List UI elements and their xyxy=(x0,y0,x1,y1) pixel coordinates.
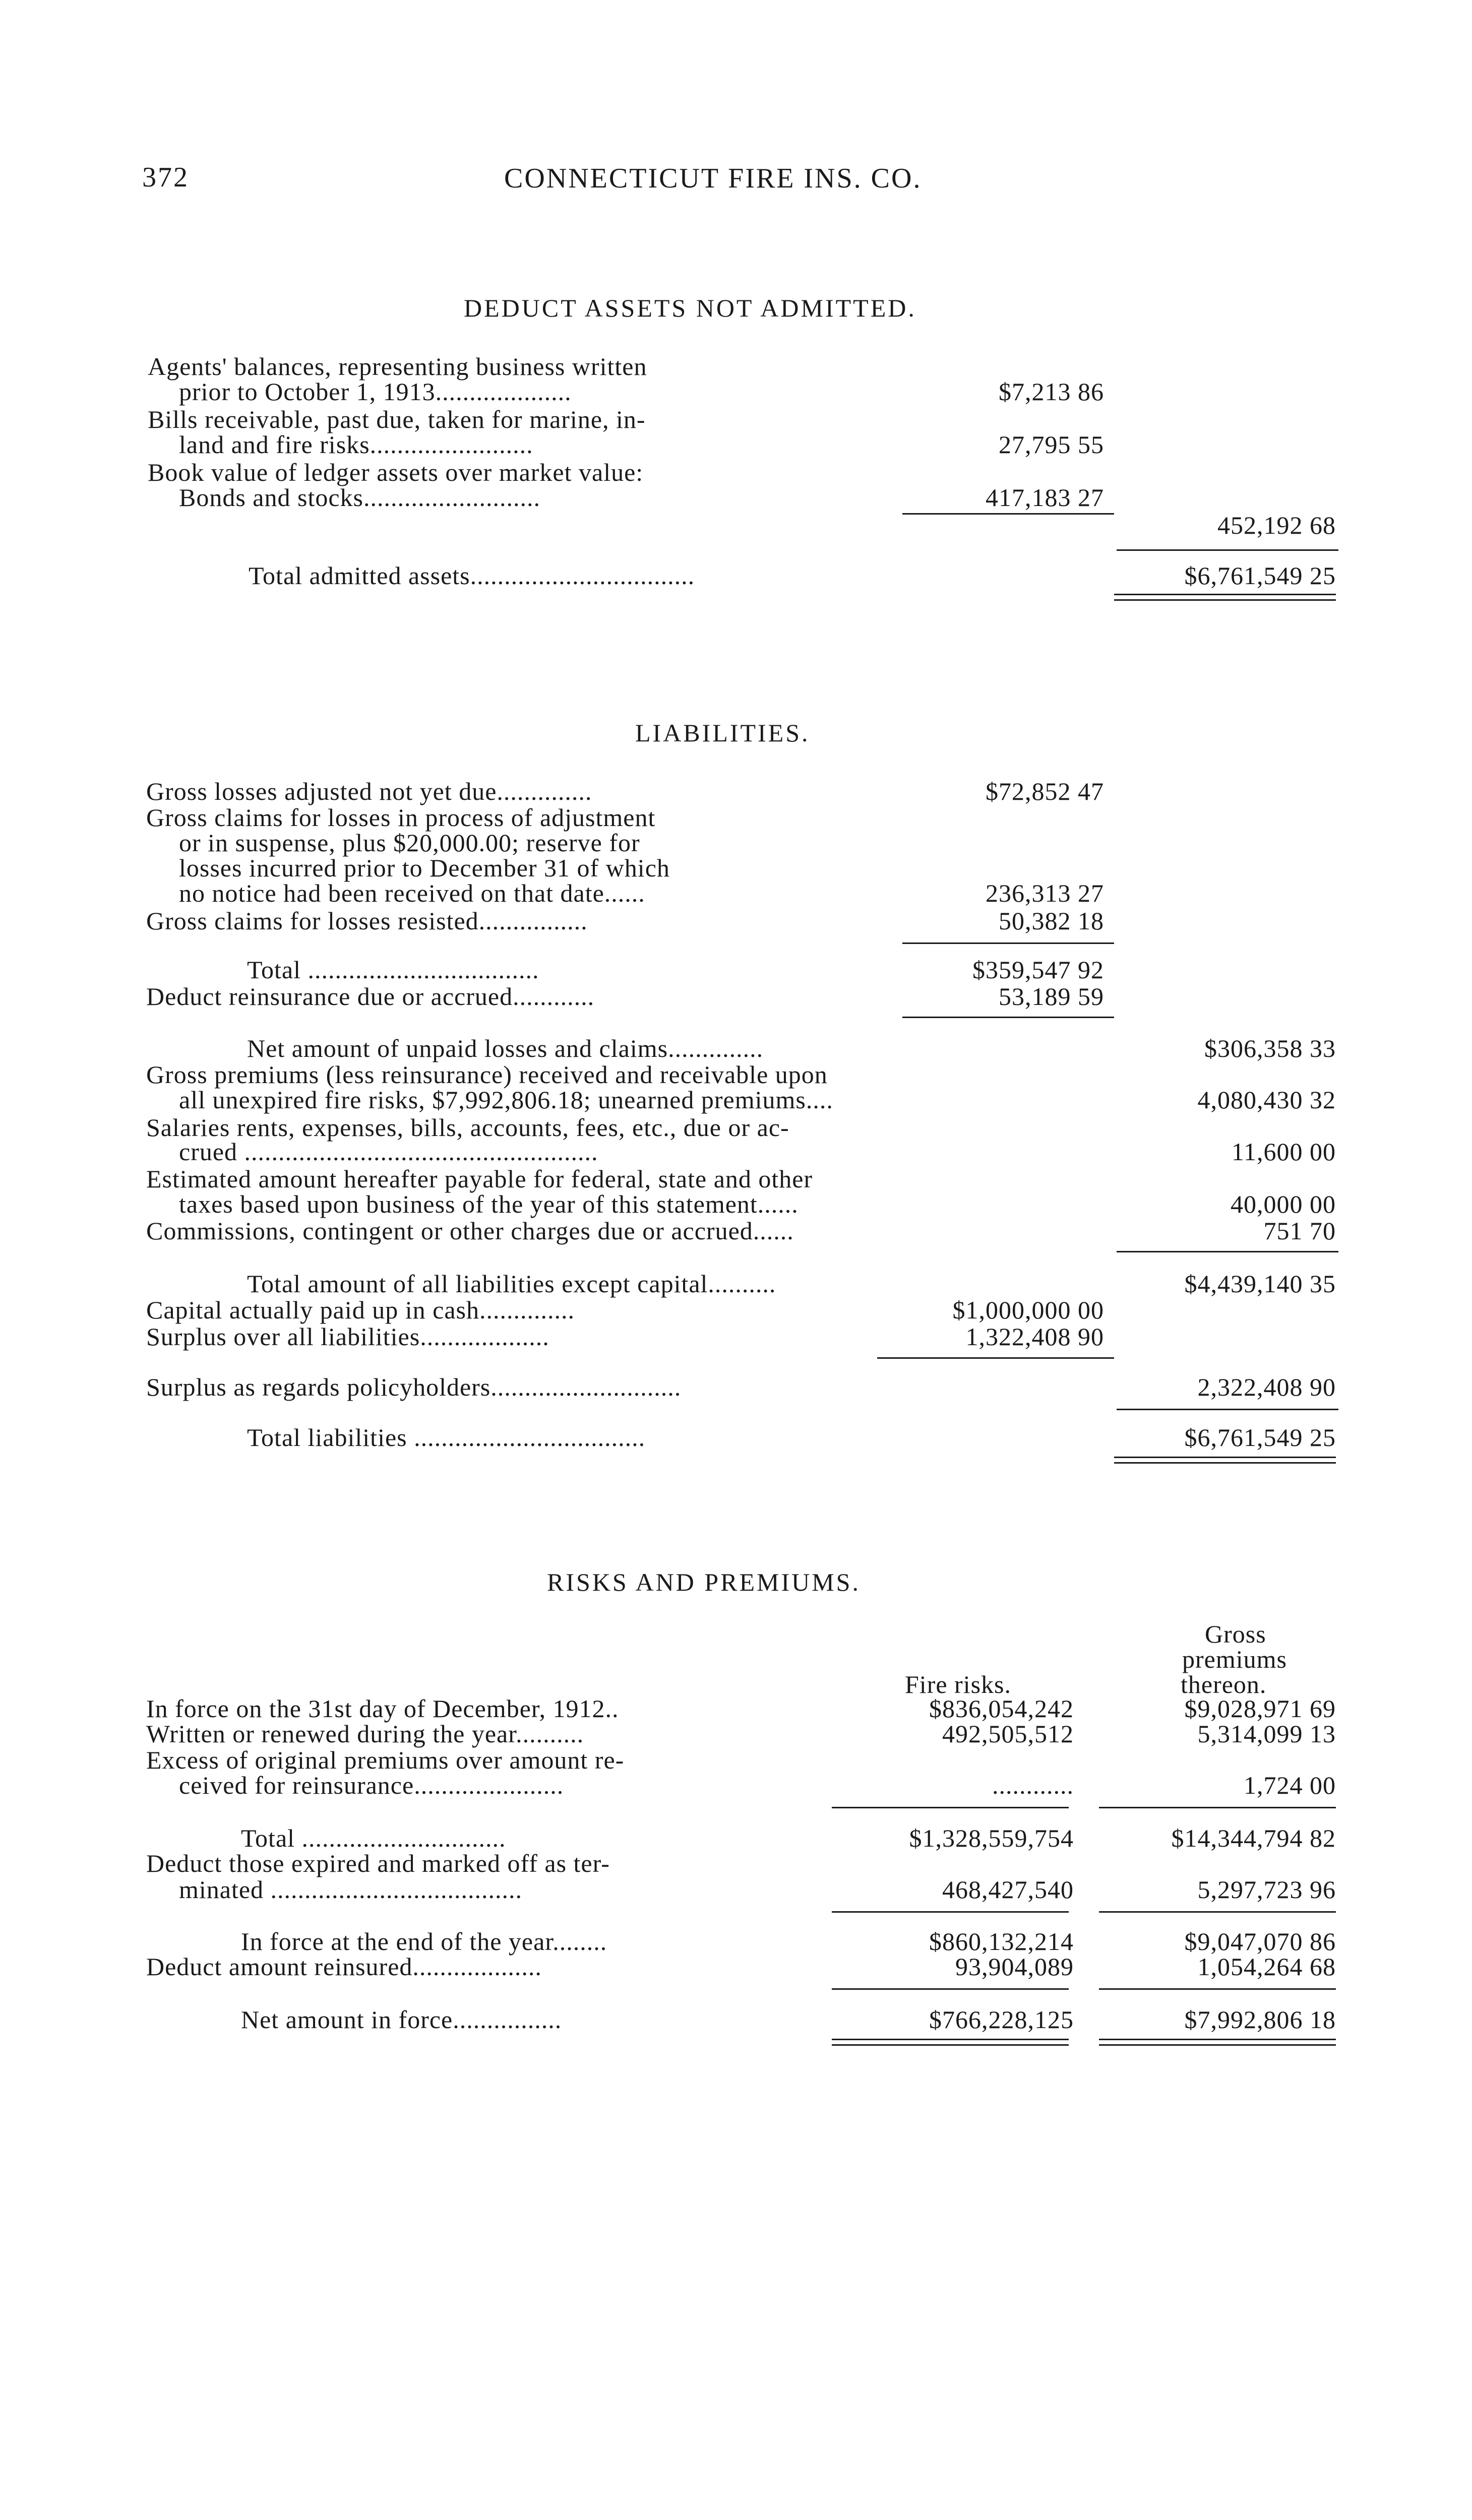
double-rule xyxy=(1114,1457,1336,1464)
double-rule xyxy=(1099,2039,1336,2046)
deduct-row-agents-line2: prior to October 1, 1913.................... xyxy=(179,377,572,406)
reinsurance-value: 53,189 59 xyxy=(999,982,1104,1011)
total-liabilities-except-capital-label: Total amount of all liabilities except capital.......... xyxy=(247,1270,776,1298)
column-gross-header-line2: premiums xyxy=(1182,1645,1287,1673)
losses-adjusted-value: $72,852 47 xyxy=(986,777,1104,805)
risks-row-written-label: Written or renewed during the year.......... xyxy=(146,1720,584,1748)
section-title-deduct: DEDUCT ASSETS NOT ADMITTED. xyxy=(464,294,916,322)
risks-row-written-fire: 492,505,512 xyxy=(942,1720,1074,1748)
salaries-value: 11,600 00 xyxy=(1231,1138,1336,1166)
salaries-line2: crued .................................................... xyxy=(179,1138,598,1166)
rule xyxy=(1117,1251,1338,1252)
page-number: 372 xyxy=(142,162,189,193)
claims-resisted-value: 50,382 18 xyxy=(999,907,1104,935)
deduct-row-agents-line1: Agents' balances, representing business written xyxy=(148,352,647,381)
rule xyxy=(1099,1807,1336,1808)
total-admitted-value: $6,761,549 25 xyxy=(1184,561,1336,590)
risks-total-label: Total .............................. xyxy=(241,1824,506,1852)
salaries-line1: Salaries rents, expenses, bills, accounts, fees, etc., due or ac- xyxy=(146,1113,789,1142)
total-admitted-label: Total admitted assets................................. xyxy=(249,561,695,590)
deduct-row-book-line1: Book value of ledger assets over market value: xyxy=(148,458,644,486)
gross-premiums-line2: all unexpired fire risks, $7,992,806.18; unearned premiums.... xyxy=(179,1086,833,1114)
deduct-row-agents-value: $7,213 86 xyxy=(999,377,1104,406)
risks-expired-fire: 468,427,540 xyxy=(942,1875,1074,1904)
risks-row-excess-fire: ............ xyxy=(992,1771,1074,1799)
rule xyxy=(902,513,1114,515)
rule xyxy=(1099,1988,1336,1990)
risks-net-fire: $766,228,125 xyxy=(929,2005,1074,2034)
rule xyxy=(1117,549,1338,551)
claims-process-value: 236,313 27 xyxy=(986,879,1104,907)
risks-expired-line2: minated ..................................... xyxy=(179,1875,523,1904)
risks-row-excess-line2: ceived for reinsurance...................... xyxy=(179,1771,564,1799)
gross-premiums-line1: Gross premiums (less reinsurance) received and receivable upon xyxy=(146,1060,828,1089)
risks-reinsured-premium: 1,054,264 68 xyxy=(1197,1952,1336,1981)
reinsurance-label: Deduct reinsurance due or accrued............ xyxy=(146,982,595,1011)
column-gross-header-line3: thereon. xyxy=(1181,1670,1267,1698)
net-unpaid-label: Net amount of unpaid losses and claims.............. xyxy=(247,1034,764,1062)
taxes-line1: Estimated amount hereafter payable for federal, state and other xyxy=(146,1165,813,1193)
risks-total-premium: $14,344,794 82 xyxy=(1171,1824,1336,1852)
risks-reinsured-fire: 93,904,089 xyxy=(955,1952,1074,1981)
taxes-value: 40,000 00 xyxy=(1231,1190,1336,1218)
section-title-risks: RISKS AND PREMIUMS. xyxy=(547,1568,861,1596)
risks-inforce-end-premium: $9,047,070 86 xyxy=(1184,1927,1336,1956)
risks-net-label: Net amount in force................ xyxy=(241,2005,562,2034)
double-rule xyxy=(832,2039,1069,2046)
risks-row-excess-line1: Excess of original premiums over amount re- xyxy=(146,1746,625,1774)
claims-process-line4: no notice had been received on that date...... xyxy=(179,879,645,907)
total-liabilities-label: Total liabilities .................................. xyxy=(247,1423,646,1452)
claims-process-line2: or in suspense, plus $20,000.00; reserve for xyxy=(179,829,640,857)
rule xyxy=(832,1988,1069,1990)
rule xyxy=(877,1357,1114,1359)
deduct-subtotal: 452,192 68 xyxy=(1217,511,1336,539)
rule xyxy=(902,1017,1114,1018)
risks-inforce-end-fire: $860,132,214 xyxy=(929,1927,1074,1956)
surplus-regards-label: Surplus as regards policyholders............................ xyxy=(146,1373,682,1401)
rule xyxy=(832,1911,1069,1913)
risks-row-inforce-1912-label: In force on the 31st day of December, 1912.. xyxy=(146,1694,619,1723)
losses-total-value: $359,547 92 xyxy=(972,956,1104,984)
risks-total-fire: $1,328,559,754 xyxy=(909,1824,1074,1852)
surplus-regards-value: 2,322,408 90 xyxy=(1197,1373,1336,1401)
deduct-row-bills-line2: land and fire risks........................ xyxy=(179,430,533,459)
surplus-value: 1,322,408 90 xyxy=(965,1322,1104,1351)
claims-process-line1: Gross claims for losses in process of adjustment xyxy=(146,803,656,832)
total-liabilities-value: $6,761,549 25 xyxy=(1184,1423,1336,1452)
risks-inforce-end-label: In force at the end of the year........ xyxy=(241,1927,607,1956)
rule xyxy=(1099,1911,1336,1913)
column-gross-header-line1: Gross xyxy=(1205,1620,1266,1648)
rule xyxy=(832,1807,1069,1808)
commissions-label: Commissions, contingent or other charges due or accrued...... xyxy=(146,1217,794,1245)
risks-net-premium: $7,992,806 18 xyxy=(1184,2005,1336,2034)
surplus-label: Surplus over all liabilities................... xyxy=(146,1322,549,1351)
commissions-value: 751 70 xyxy=(1263,1217,1336,1245)
rule xyxy=(1117,1409,1338,1410)
risks-expired-premium: 5,297,723 96 xyxy=(1197,1875,1336,1904)
risks-row-written-premium: 5,314,099 13 xyxy=(1197,1720,1336,1748)
risks-reinsured-label: Deduct amount reinsured................... xyxy=(146,1952,542,1981)
deduct-row-book-value: 417,183 27 xyxy=(986,483,1104,512)
risks-row-inforce-1912-premium: $9,028,971 69 xyxy=(1184,1694,1336,1723)
gross-premiums-value: 4,080,430 32 xyxy=(1197,1086,1336,1114)
deduct-row-bills-line1: Bills receivable, past due, taken for marine, in- xyxy=(148,405,646,433)
deduct-row-bills-value: 27,795 55 xyxy=(999,430,1104,459)
risks-row-excess-premium: 1,724 00 xyxy=(1244,1771,1336,1799)
deduct-row-book-line2: Bonds and stocks.......................... xyxy=(179,483,540,512)
taxes-line2: taxes based upon business of the year of this statement...... xyxy=(179,1190,799,1218)
losses-total-label: Total .................................. xyxy=(247,956,539,984)
column-fire-header: Fire risks. xyxy=(905,1670,1011,1698)
section-title-liabilities: LIABILITIES. xyxy=(635,719,810,747)
risks-row-inforce-1912-fire: $836,054,242 xyxy=(929,1694,1074,1723)
risks-expired-line1: Deduct those expired and marked off as ter- xyxy=(146,1849,610,1877)
claims-resisted-label: Gross claims for losses resisted................ xyxy=(146,907,588,935)
rule xyxy=(902,942,1114,944)
capital-value: $1,000,000 00 xyxy=(952,1296,1104,1324)
claims-process-line3: losses incurred prior to December 31 of which xyxy=(179,854,670,882)
total-liabilities-except-capital-value: $4,439,140 35 xyxy=(1184,1270,1336,1298)
capital-label: Capital actually paid up in cash.............. xyxy=(146,1296,575,1324)
losses-adjusted-label: Gross losses adjusted not yet due.............. xyxy=(146,777,592,805)
running-title: CONNECTICUT FIRE INS. CO. xyxy=(504,163,922,194)
net-unpaid-value: $306,358 33 xyxy=(1204,1034,1336,1062)
double-rule xyxy=(1114,594,1336,601)
